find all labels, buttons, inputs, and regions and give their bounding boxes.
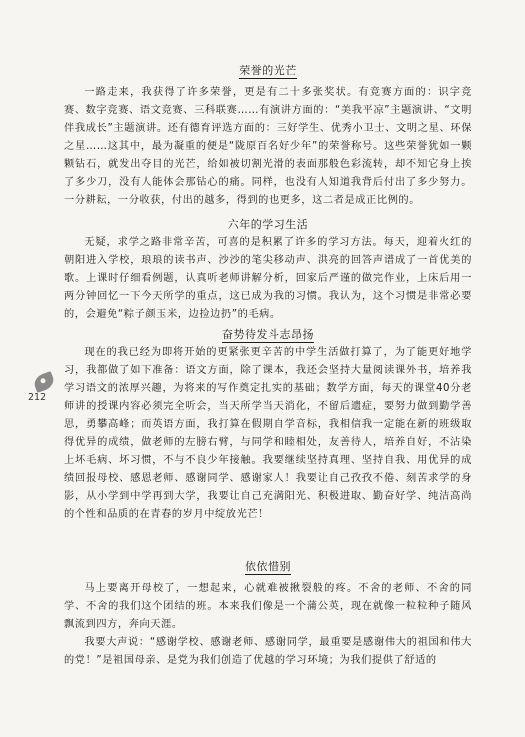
section-title-honor-text: 荣誉的光芒 <box>239 64 297 77</box>
section-body-farewell-2: 我要大声说：“感谢学校、感谢老师、感谢同学，最重要是感谢伟大的祖国和伟大的党！”是祖国母亲、是党为我们创造了优越的学习环境；为我们提供了舒适的 <box>64 637 472 666</box>
section-title-honor <box>64 62 472 80</box>
section-body-farewell-1: 马上要离开母校了，一想起来，心就难被揪裂般的疼。不舍的老师、不舍的同学、不舍的我们这个团结的班。本来我们像是一个蒲公英，现在就像一粒粒种子随风飘流到四方，奔向天涯。 <box>64 583 472 630</box>
section-title-ambition-text: 奋势待发斗志昂扬 <box>222 328 314 341</box>
section-body-ambition: 现在的我已经为即将开始的更紧张更辛苦的中学生活做打算了，为了能更好地学习，我都做了如下准备：语文方面，除了课本，我还会坚持大量阅读课外书，培养我学习语文的浓厚兴趣，为将来的写作奠定扎实的基础；数学方面，每天的课堂40分老师讲的授课内容必须完全听会，当天所学当天消化，不留后遗症，要努力做到勤学善思，勇攀高峰；而英语方面，我打算在假期自学音标，我相信我一定能在新的班级取得优异的成绩，做老师的左膀右臂，与同学和睦相处，友善待人，培养自好，不沾染上坏毛病、坏习惯，不与不良少年接触。我要继续坚持真理、坚持自我、用优异的成绩回报母校、感恩老师、感谢同学、感谢家人！我要让自己孜孜不倦、刻苦求学的身影，从小学到中学再到大学，我要让自己充满阳光、积极进取、勤奋好学、纯洁高尚的个性和品质的在青春的岁月中绽放光芒！ <box>64 347 472 520</box>
leaf-icon <box>32 371 56 393</box>
section-title-ambition <box>64 326 472 344</box>
section-title-farewell <box>64 558 472 576</box>
section-body-honor: 一路走来，我获得了许多荣誉，更是有二十多张奖状。有竞赛方面的：识字竞赛、数字竞赛、语文竞赛、三科联赛……有演讲方面的：“美我平凉”主题演讲、“文明伴我成长”主题演讲。还有德育评选方面的：三好学生、优秀小卫士、文明之星、环保之星……这其中，最为凝重的便是“陇原百名好少年”的荣誉称号。这些荣誉犹如一颗颗钻石，就发出夺目的光芒，给如被切割光滑的表面那般色彩流转，却不知它身上挨了多少刀，没有人能体会那钻心的痛。同样，也没有人知道我背后付出了多少努力。一分耕耘，一分收获，付出的越多，得到的也更多，这二者是成正比例的。 <box>64 87 472 206</box>
section-title-study-life: 六年的学习生活 <box>227 218 309 231</box>
section-title-farewell-text: 依依惜别 <box>245 560 291 573</box>
page-number: 212 <box>28 392 47 403</box>
section-body-study-life: 无疑，求学之路非常辛苦，可喜的是积累了许多的学习方法。每天，迎着火红的朝阳进入学校，琅琅的读书声、沙沙的笔尖移动声、洪亮的回答声谱成了一首优美的歌。上课时仔细看例题，认真听老师讲解分析，回家后严谨的做完作业，上床后用一两分钟回忆一下今天所学的重点，这已成为我的习惯。我认为，这个习惯是非常必要的，会避免“粽子颜玉米，边捡边扔”的毛病。 <box>64 237 472 320</box>
document-content <box>64 62 472 670</box>
